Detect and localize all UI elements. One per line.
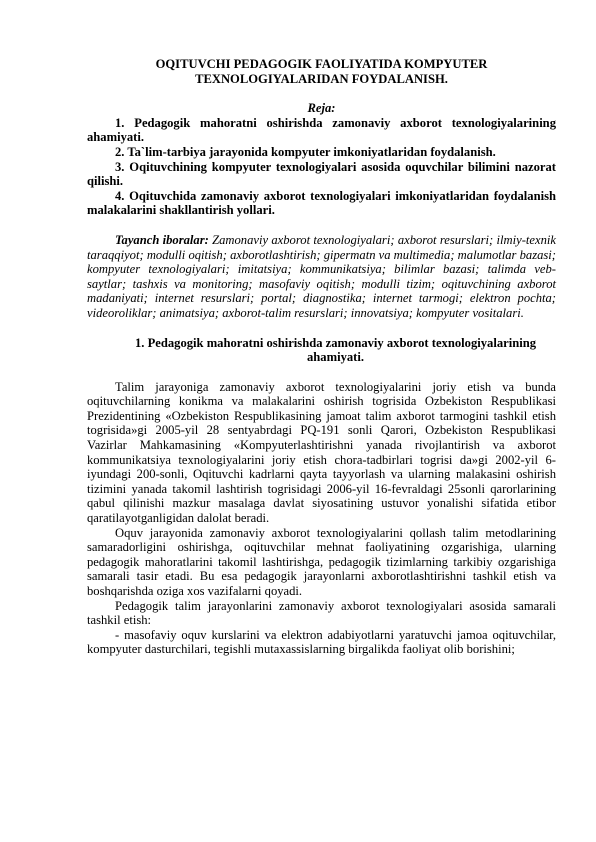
body-text (87, 380, 556, 657)
keywords-label: Tayanch iboralar: (115, 232, 209, 247)
plan-item: 3. Oqituvchining kompyuter texnologiyalari asosida oquvchilar bilimini nazorat qilishi. (87, 159, 556, 189)
body-paragraph: Talim jarayoniga zamonaviy axborot texnologiyalarini joriy etish va bunda oqituvchilarning konikma va malakalarini oshirish togrisida Ozbekiston Respublikasi Prezidentining «Ozbekiston Respublikasining jamoat talim axborot tarmogini tashkil etish togrisida»gi 2005-yil 28 sentyabrdagi PQ-191 sonli Qarori, Ozbekiston Respublikasi Vazirlar Mahkamasining «Kompyuterlashtirishni yanada rivojlantirish va axborot kommunikatsiya texnologiyalarini joriy etish chora-tadbirlari togrisi da»gi 2002-yil 6-iyundagi 200-sonli, Oqituvchi kadrlarni qayta tayyorlash va ularning malakasini oshirish tizimini yanada takomil lashtirish togrisidagi 2006-yil 16-fevraldagi 25sonli qarorlarining qabul qilinishi mazkur masalaga davlat siyosatining ustuvor yonalishi sifatida etibor qaratilayotganligidan dalolat beradi. (87, 379, 556, 526)
plan-item: 2. Ta`lim-tarbiya jarayonida kompyuter imkoniyatlaridan foydalanish. (115, 144, 496, 159)
document-title: OQITUVCHI PEDAGOGIK FAOLIYATIDA KOMPYUTER TEXNOLOGIYALARIDAN FOYDALANISH. (155, 57, 488, 86)
plan-list (87, 116, 556, 218)
keywords-text: Zamonaviy axborot texnologiyalari; axborot resurslari; ilmiy-texnik taraqqiyot; modulli oqitish; axborotlashtirish; gipermatn va multimedia; malumotlar bazasi; kompyuter texnologiyalari; imitatsiya; kommunikatsiya; bilimlar bazasi; talimda veb-saytlar; tashxis va monitoring; masofaviy oqitish; modulli tizim; oqituvchining axborot madaniyati; internet resurslari; portal; diagnostika; internet tarmogi; elektron pochta; videoroliklar; animatsiya; axborot-talim resurslari; innovatsiya; kompyuter vositalari. (87, 232, 556, 320)
body-paragraph: Pedagogik talim jarayonlarini zamonaviy axborot texnologiyalari asosida samarali tashkil etish: (87, 598, 556, 628)
section-title: 1. Pedagogik mahoratni oshirishda zamonaviy axborot texnologiyalarining ahamiyati. (134, 335, 537, 365)
list-item: - masofaviy oquv kurslarini va elektron adabiyotlarni yaratuvchi jamoa oqituvchilar, kompyuter dasturchilari, tegishli mutaxassislarning birgalikda faoliyat olib borishini; (87, 627, 556, 657)
document-page (87, 57, 556, 657)
keywords-paragraph (87, 233, 556, 321)
plan-item: 4. Oqituvchida zamonaviy axborot texnologiyalari imkoniyatlaridan foydalanish malakalarini shakllantirish yollari. (87, 188, 556, 218)
body-paragraph: Oquv jarayonida zamonaviy axborot texnologiyalarini qollash talim metodlarining samaradorligini oshirishga, oqituvchilar mehnat faoliyatining ozgarishiga, ularning pedagogik mahoratlarini takomil lashtirishga, pedagogik tizimlarning tarkibiy ozgarishiga samarali tasir etadi. Bu esa pedagogik jarayonlarni axborotlashtirishni tashkil etish va boshqarishda oziga xos vazifalarni qoyadi. (87, 525, 556, 598)
plan-item: 1. Pedagogik mahoratni oshirishda zamonaviy axborot texnologiyalarining ahamiyati. (87, 115, 556, 145)
plan-heading: Reja: (307, 101, 336, 116)
